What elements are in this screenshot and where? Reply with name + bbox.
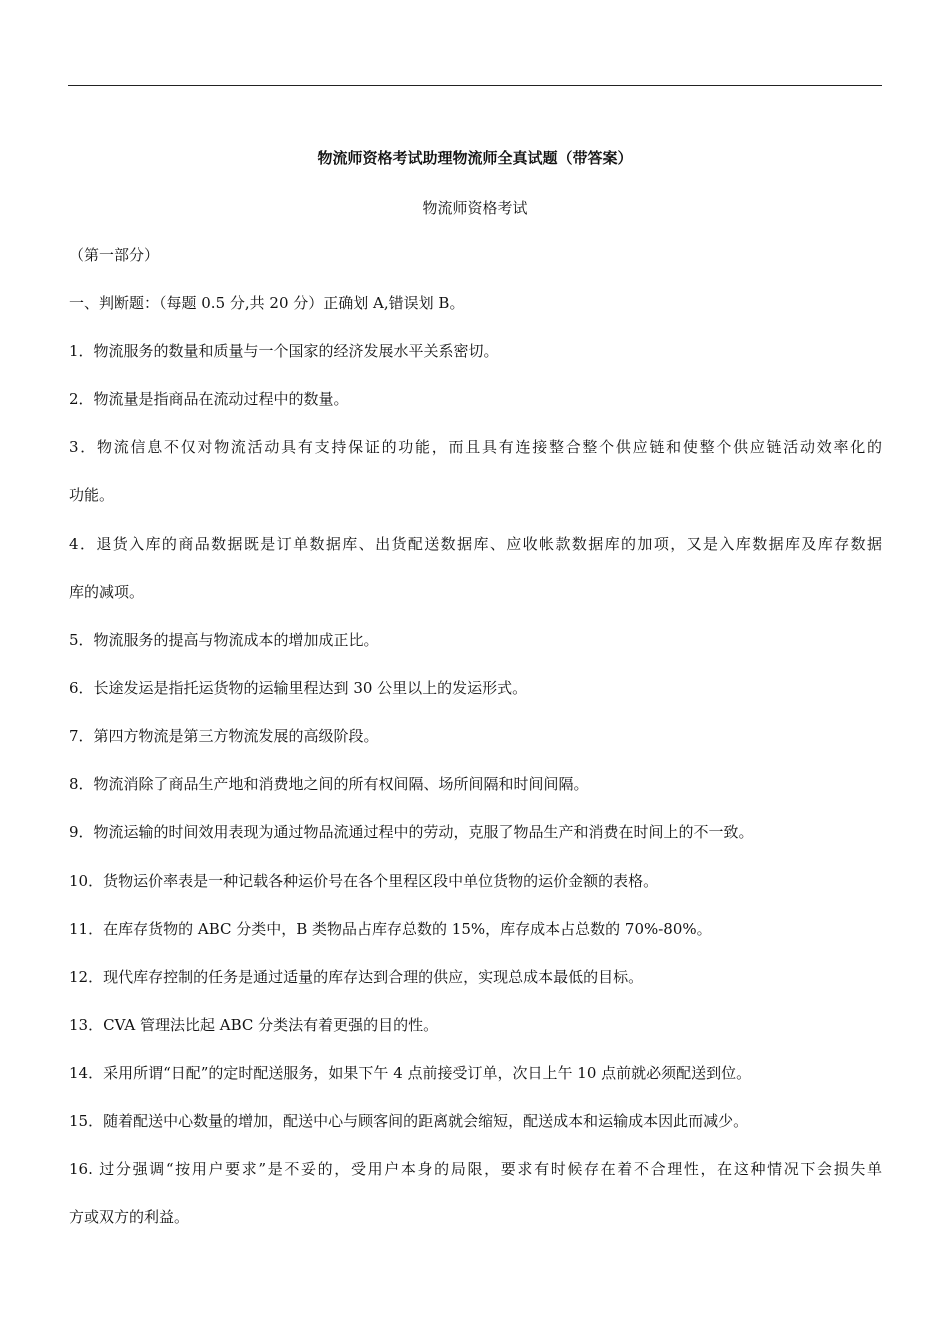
question-4: 4．退货入库的商品数据既是订单数据库、出货配送数据库、应收帐款数据库的加项，又是入库数据库及库存数据: [69, 535, 882, 553]
document-subtitle: 物流师资格考试: [422, 199, 528, 217]
question-15: 15．随着配送中心数量的增加，配送中心与顾客间的距离就会缩短，配送成本和运输成本因此而减少。: [69, 1112, 749, 1130]
question-16-continuation: 方或双方的利益。: [69, 1208, 190, 1226]
question-9: 9．物流运输的时间效用表现为通过物品流通过程中的劳动，克服了物品生产和消费在时间上的不一致。: [69, 823, 754, 841]
question-14: 14．采用所谓“日配”的定时配送服务，如果下午 4 点前接受订单，次日上午 10 点前就必须配送到位。: [69, 1064, 752, 1082]
question-5: 5．物流服务的提高与物流成本的增加成正比。: [69, 631, 379, 649]
section-heading: 一、判断题：（每题 0.5 分,共 20 分）正确划 A,错误划 B。: [69, 294, 465, 312]
part-label: （第一部分）: [69, 246, 160, 264]
question-12: 12．现代库存控制的任务是通过适量的库存达到合理的供应，实现总成本最低的目标。: [69, 968, 644, 986]
question-1: 1．物流服务的数量和质量与一个国家的经济发展水平关系密切。: [69, 342, 499, 360]
question-4-continuation: 库的减项。: [69, 583, 145, 601]
question-2: 2．物流量是指商品在流动过程中的数量。: [69, 390, 349, 408]
question-7: 7．第四方物流是第三方物流发展的高级阶段。: [69, 727, 379, 745]
question-10: 10．货物运价率表是一种记载各种运价号在各个里程区段中单位货物的运价金额的表格。: [69, 872, 659, 890]
question-6: 6．长途发运是指托运货物的运输里程达到 30 公里以上的发运形式。: [69, 679, 528, 697]
question-3-continuation: 功能。: [69, 486, 115, 504]
question-8: 8．物流消除了商品生产地和消费地之间的所有权间隔、场所间隔和时间间隔。: [69, 775, 589, 793]
question-13: 13．CVA 管理法比起 ABC 分类法有着更强的目的性。: [69, 1016, 439, 1034]
question-11: 11．在库存货物的 ABC 分类中，B 类物品占库存总数的 15%，库存成本占总数的 70%-80%。: [69, 920, 712, 938]
question-16: 16. 过分强调“按用户要求”是不妥的，受用户本身的局限，要求有时候存在着不合理性，在这种情况下会损失单: [69, 1160, 882, 1178]
header-rule: [68, 85, 882, 86]
question-3: 3．物流信息不仅对物流活动具有支持保证的功能，而且具有连接整合整个供应链和使整个供应链活动效率化的: [69, 438, 882, 456]
document-title: 物流师资格考试助理物流师全真试题（带答案）: [317, 149, 633, 167]
